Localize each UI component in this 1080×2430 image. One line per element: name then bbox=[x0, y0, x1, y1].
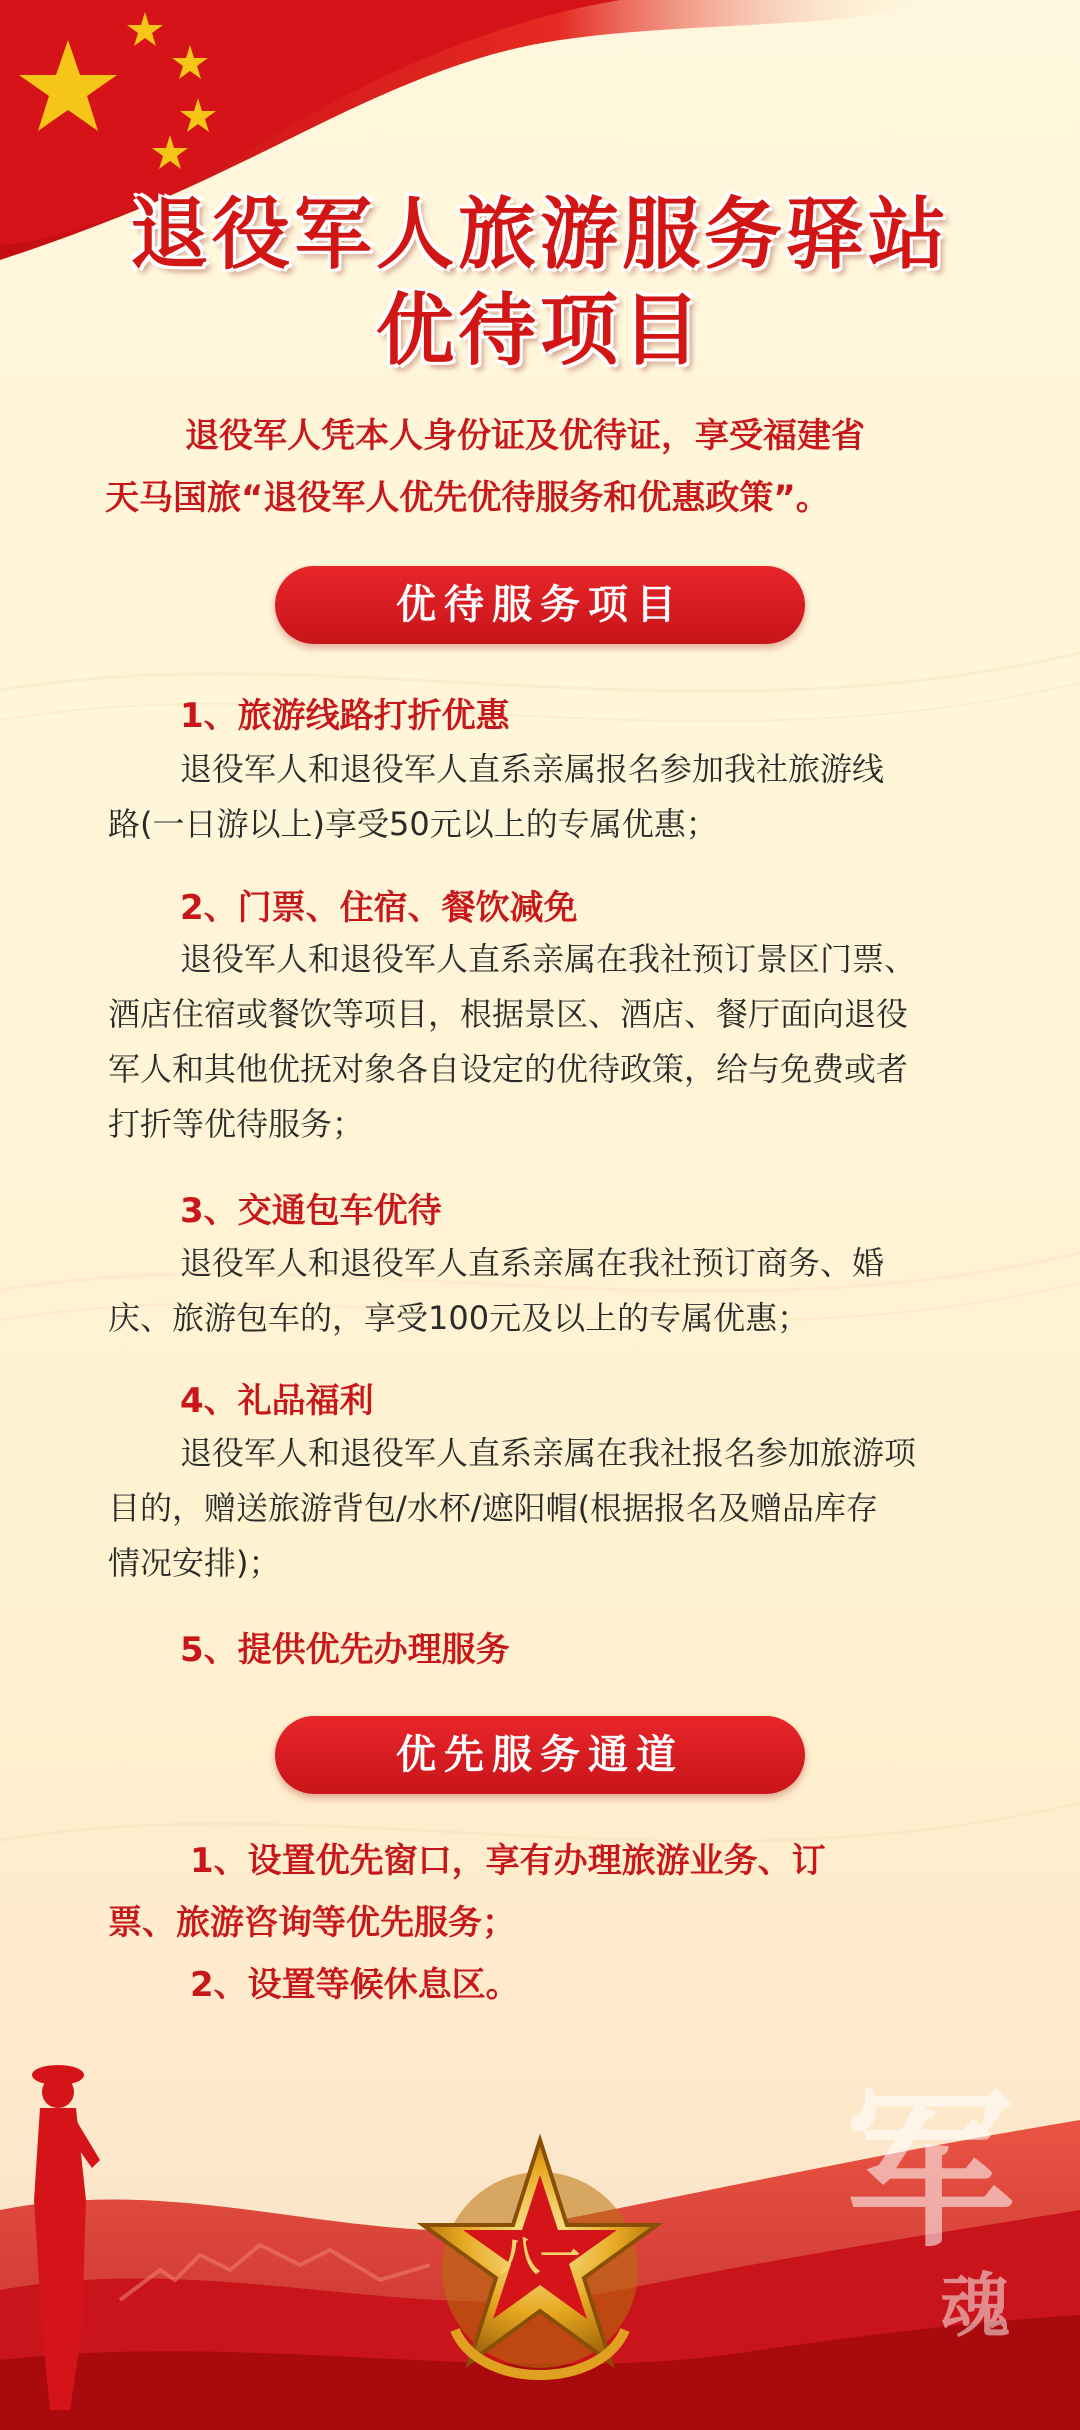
item-line: 打折等优待服务； bbox=[108, 1105, 365, 1143]
item-line: 情况安排)； bbox=[108, 1544, 281, 1582]
item-body bbox=[108, 1426, 978, 1591]
item-line: 目的，赠送旅游背包/水杯/遮阳帽(根据报名及赠品库存 bbox=[108, 1489, 879, 1527]
item-line: 庆、旅游包车的，享受100元及以上的专属优惠； bbox=[108, 1299, 810, 1337]
item-line: 军人和其他优抚对象各自设定的优待政策，给与免费或者 bbox=[108, 1050, 909, 1088]
item-title: 3、交通包车优待 bbox=[180, 1191, 442, 1231]
bottom-decoration bbox=[0, 2030, 1080, 2430]
item-title: 2、门票、住宿、餐饮减免 bbox=[180, 888, 578, 928]
intro-text bbox=[105, 405, 985, 529]
priority-line: 票、旅游咨询等优先服务； bbox=[108, 1903, 516, 1943]
priority-list bbox=[108, 1830, 988, 2016]
item-line: 酒店住宿或餐饮等项目，根据景区、酒店、餐厅面向退役 bbox=[108, 995, 909, 1033]
intro-line: 退役军人凭本人身份证及优待证，享受福建省 bbox=[185, 416, 865, 456]
corner-calligraphy-sub: 魂 bbox=[940, 2264, 1010, 2347]
item-line: 路(一日游以上)享受50元以上的专属优惠； bbox=[108, 805, 718, 843]
item-body bbox=[108, 1236, 978, 1346]
item-line: 退役军人和退役军人直系亲属在我社预订景区门票、 bbox=[180, 940, 917, 978]
section-heading-benefits: 优待服务项目 bbox=[275, 566, 805, 644]
priority-line: 2、设置等候休息区。 bbox=[190, 1965, 520, 2005]
army-emblem-icon bbox=[423, 2140, 657, 2375]
item-title: 4、礼品福利 bbox=[180, 1381, 374, 1421]
section-heading-priority: 优先服务通道 bbox=[275, 1716, 805, 1794]
item-title: 1、旅游线路打折优惠 bbox=[180, 696, 510, 736]
item-body bbox=[108, 742, 978, 852]
item-line: 退役军人和退役军人直系亲属在我社报名参加旅游项 bbox=[180, 1434, 917, 1472]
item-body bbox=[108, 932, 978, 1152]
corner-calligraphy: 军 bbox=[844, 2071, 1016, 2271]
item-line: 退役军人和退役军人直系亲属在我社预订商务、婚 bbox=[180, 1244, 885, 1282]
page-title: 退役军人旅游服务驿站 bbox=[129, 190, 950, 280]
intro-line: 天马国旅“退役军人优先优待服务和优惠政策”。 bbox=[105, 478, 830, 518]
emblem-label: 八一 bbox=[500, 2234, 580, 2280]
priority-line: 1、设置优先窗口，享有办理旅游业务、订 bbox=[190, 1841, 826, 1881]
page-subtitle: 优待项目 bbox=[375, 286, 704, 376]
item-line: 退役军人和退役军人直系亲属报名参加我社旅游线 bbox=[180, 750, 885, 788]
item-title: 5、提供优先办理服务 bbox=[180, 1630, 510, 1670]
